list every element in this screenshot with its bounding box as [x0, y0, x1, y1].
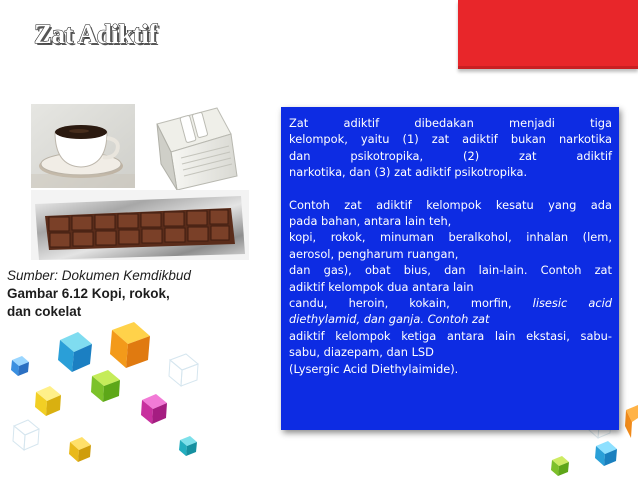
text-segment: candu, heroin, kokain, morfin, — [289, 296, 512, 311]
paragraph-classification — [289, 115, 612, 181]
text-line: adiktif kelompok ketiga antara lain ekstasi, sabu- — [289, 328, 612, 343]
caption-source: Sumber: Dokumen Kemdikbud — [7, 268, 191, 283]
text-line-mixed — [289, 295, 612, 311]
text-line: adiktif kelompok dua antara lain — [289, 279, 474, 294]
caption-figure-line1: Gambar 6.12 Kopi, rokok, — [7, 286, 170, 301]
coffee-cup-image — [31, 104, 135, 188]
red-accent-block — [458, 0, 638, 69]
text-segment-italic: diethylamid, dan ganja. Contoh zat — [289, 312, 490, 327]
text-line: Zat adiktif dibedakan menjadi tiga — [289, 116, 612, 130]
text-segment-italic: lisesic acid — [532, 296, 612, 311]
slide-title: Zat Adiktif — [34, 19, 157, 49]
text-line: Contoh zat adiktif kelompok kesatu yang ada — [289, 197, 612, 212]
text-line: kopi, rokok, minuman beralkohol, inhalan (lem, — [289, 230, 612, 245]
text-line: dan gas), obat bius, dan lain-lain. Contoh zat — [289, 263, 612, 278]
cigarette-pack-image — [137, 104, 249, 190]
text-line: pada bahan, antara lain teh, — [289, 214, 452, 229]
paragraph-gap — [289, 181, 612, 197]
chocolate-bar-image — [31, 190, 249, 260]
photo-coffee-cigarettes-chocolate — [31, 104, 249, 260]
text-line: kelompok, yaitu (1) zat adiktif bukan narkotika — [289, 132, 612, 147]
cube-cluster-left — [11, 322, 198, 462]
text-line: narkotika, dan (3) zat adiktif psikotropika. — [289, 165, 528, 180]
text-line: aerosol, pengharum ruangan, — [289, 246, 459, 261]
text-line: sabu, diazepam, dan LSD — [289, 345, 434, 360]
text-line-italic — [289, 311, 612, 327]
content-text-box — [281, 107, 619, 430]
paragraph-examples — [289, 197, 612, 377]
caption-figure-line2: dan cokelat — [7, 304, 82, 319]
text-line: dan psikotropika, (2) zat adiktif — [289, 148, 612, 163]
text-line: (Lysergic Acid Diethylaimide). — [289, 361, 459, 376]
